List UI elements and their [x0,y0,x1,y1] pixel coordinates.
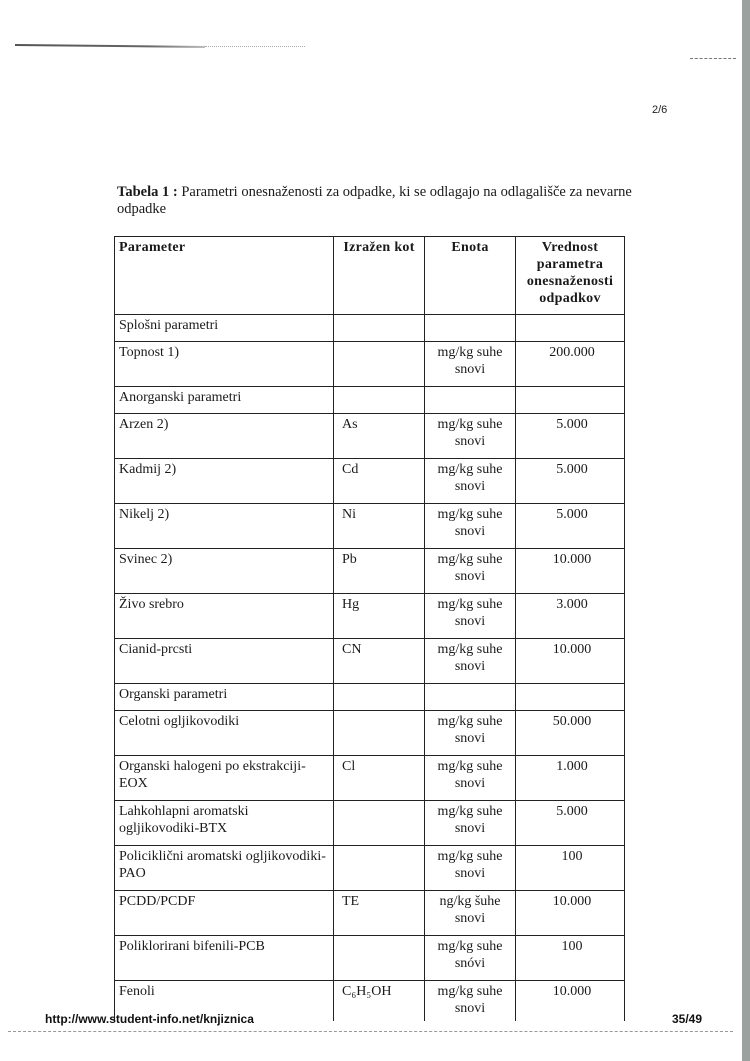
cell-expressed-as: C₆H₅OH [334,981,425,1021]
cell-value: 10.000 [516,549,625,594]
table-row [115,504,625,549]
cell-unit: mg/kg suhe snovi [425,459,516,504]
cell-expressed-as: Hg [334,594,425,639]
empty-cell [516,315,625,342]
caption-text: Parametri onesnaženosti za odpadke, ki se odlagajo na odlagališče za nevarne odpadke [117,184,632,217]
cell-unit: mg/kg suhe snovi [425,504,516,549]
header-value: Vrednost parametra onesnaženosti odpadkov [516,237,625,315]
header-rule [15,44,205,48]
cell-expressed-as [334,936,425,981]
footer-page-number: 35/49 [672,1012,703,1026]
cell-unit: mg/kg suhe snovi [425,414,516,459]
scan-edge [742,0,750,1061]
table-row [115,639,625,684]
cell-unit: mg/kg suhe snovi [425,549,516,594]
table-header-row [115,237,625,315]
cell-expressed-as: As [334,414,425,459]
cell-expressed-as [334,711,425,756]
table-row [115,594,625,639]
table-row [115,846,625,891]
cell-unit: mg/kg suhe snovi [425,981,516,1021]
empty-cell [425,684,516,711]
cell-unit: ng/kg šuhe snovi [425,891,516,936]
footer-link[interactable]: http://www.student-info.net/knjiznica [45,1012,254,1026]
empty-cell [516,387,625,414]
cell-unit: mg/kg suhe snovi [425,801,516,846]
caption-label: Tabela 1 : [117,184,178,200]
section-title: Organski parametri [115,684,334,711]
cell-parameter: Fenoli [115,981,334,1021]
table-caption [117,184,637,218]
cell-parameter: Svinec 2) [115,549,334,594]
cell-value: 3.000 [516,594,625,639]
cell-parameter: Kadmij 2) [115,459,334,504]
section-row [115,387,625,414]
cell-parameter: Celotni ogljikovodiki [115,711,334,756]
cell-expressed-as: TE [334,891,425,936]
cell-parameter: PCDD/PCDF [115,891,334,936]
cell-parameter: Lahkohlapni aromatski ogljikovodiki-BTX [115,801,334,846]
empty-cell [425,387,516,414]
cell-unit: mg/kg suhe snovi [425,594,516,639]
cell-expressed-as [334,801,425,846]
cell-unit: mg/kg suhe snovi [425,639,516,684]
table-row [115,891,625,936]
cell-value: 5.000 [516,459,625,504]
cell-unit: mg/kg suhe snovi [425,756,516,801]
cell-expressed-as: Pb [334,549,425,594]
cell-expressed-as [334,846,425,891]
table-row [115,756,625,801]
cell-value: 200.000 [516,342,625,387]
empty-cell [334,684,425,711]
cell-value: 5.000 [516,504,625,549]
table-row [115,711,625,756]
cell-value: 10.000 [516,981,625,1021]
cell-unit: mg/kg suhe snovi [425,342,516,387]
cell-value: 5.000 [516,801,625,846]
cell-parameter: Organski halogeni po ekstrakciji-EOX [115,756,334,801]
empty-cell [334,387,425,414]
cell-parameter: Policiklični aromatski ogljikovodiki-PAO [115,846,334,891]
cell-unit: mg/kg suhe snovi [425,846,516,891]
empty-cell [334,315,425,342]
cell-parameter: Nikelj 2) [115,504,334,549]
table-row [115,801,625,846]
page-index: 2/6 [652,104,668,116]
section-title: Splošni parametri [115,315,334,342]
cell-unit: mg/kg suhe snovi [425,711,516,756]
table-row [115,549,625,594]
empty-cell [516,684,625,711]
header-rule-faint [205,46,305,47]
cell-value: 100 [516,936,625,981]
cell-expressed-as: Cl [334,756,425,801]
header-parameter: Parameter [115,237,334,315]
cell-value: 50.000 [516,711,625,756]
cell-expressed-as: Cd [334,459,425,504]
header-unit: Enota [425,237,516,315]
cell-parameter: Arzen 2) [115,414,334,459]
cell-value: 10.000 [516,639,625,684]
cell-parameter: Poliklorirani bifenili-PCB [115,936,334,981]
cell-parameter: Živo srebro [115,594,334,639]
table-row [115,936,625,981]
table-row [115,342,625,387]
cell-value: 100 [516,846,625,891]
cell-expressed-as: Ni [334,504,425,549]
table-row [115,459,625,504]
cell-value: 5.000 [516,414,625,459]
footer-rule [8,1031,733,1032]
cell-parameter: Topnost 1) [115,342,334,387]
cell-value: 10.000 [516,891,625,936]
cell-expressed-as [334,342,425,387]
cell-value: 1.000 [516,756,625,801]
header-expressed-as: Izražen kot [334,237,425,315]
header-rule-right [690,58,736,59]
parameters-table [114,236,625,1021]
cell-expressed-as: CN [334,639,425,684]
section-title: Anorganski parametri [115,387,334,414]
table-row [115,414,625,459]
cell-unit: mg/kg suhe snóvi [425,936,516,981]
section-row [115,684,625,711]
cell-parameter: Cianid-prcsti [115,639,334,684]
section-row [115,315,625,342]
empty-cell [425,315,516,342]
